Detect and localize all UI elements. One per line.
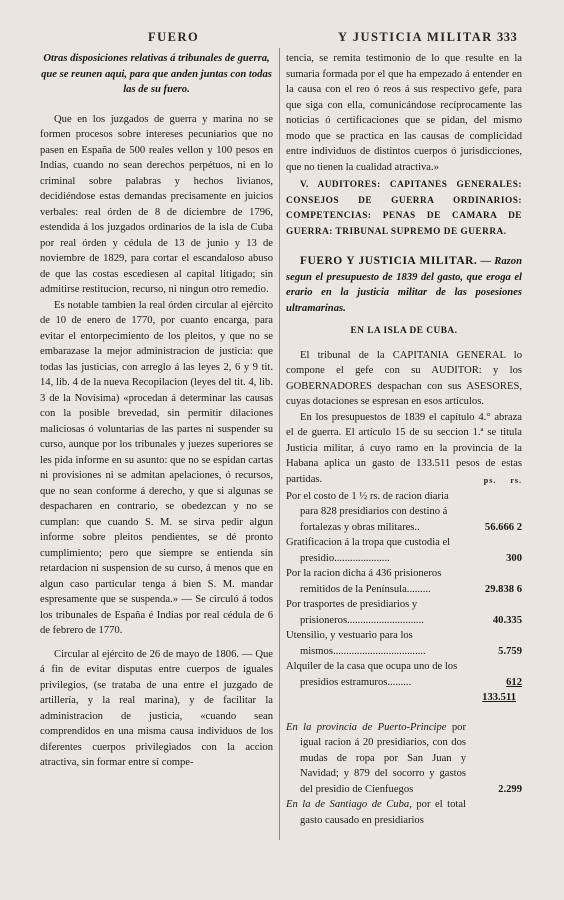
page-number: 333 bbox=[497, 30, 518, 44]
column-header-reales: rs. bbox=[510, 476, 522, 485]
paragraph: Es notable tambien la real órden circular al ejército de 10 de enero de 1770, por cuanto encarga, para evitar el entorpecimiento de los pleitos, y que no se embarazase la mejor administracion de justicia: que todas las justicias, con arreglo á las leyes 2, 6 y 9 tit. 14, lib. 4 de la nueva Recopilacion (leyes del tit. 4, lib. 3 de la Novísima) «procedan á determinar las causas con la posible brevedad, sin permitir dilaciones maliciosas ó voluntarias de las partes ni suspender su curso, aunque por los tribunales y juezes superiores se les pida informe en su asunto: que no se espidan cartas ni provisiones ni se admitan apelaciones, ó recursos, que no sean conforme á derecho, y que si algunas se despacharen en contrario, se obedezcan y no se cumplan: que cuando S. M. se sirva pedir algun informe sobre pleitos pendientes, se dé pronto cumplimiento; pero que siempre se entienda sin retardacion ni suspension de su curso, á menos que en algun caso particular tenga á bien S. M. mandar espresamente que se suspenda.» — Se circuló á todos los tribunales de España é Indias por real cédula de 6 de febrero de 1770. bbox=[40, 299, 273, 636]
right-column bbox=[286, 51, 522, 828]
table-row bbox=[286, 659, 522, 690]
subheading-title: FUERO Y JUSTICIA MILITAR. bbox=[300, 255, 478, 267]
tail-entry bbox=[286, 720, 522, 798]
island-heading: EN LA ISLA DE CUBA. bbox=[350, 326, 458, 336]
section-heading: V. AUDITORES: CAPITANES GENERALES: CONSEJOS DE GUERRA ORDINARIOS: COMPETENCIAS: PENAS DE CAMARA DE GUERRA: TRIBUNAL SUPREMO DE GUERRA. bbox=[286, 180, 522, 237]
row-description: Utensilio, y vestuario para los mismos................................... bbox=[286, 630, 426, 657]
paragraph: En los presupuestos de 1839 el capítulo 4.° abraza el de guerra. El artículo 15 de su seccion 1.ª se titula Justicia militar, á cuyo ramo en la provincia de la Habana aplica un gasto de 133.511 pesos de estas partidas. bbox=[286, 411, 522, 485]
column-divider bbox=[279, 48, 280, 840]
row-description: Por la racion dicha á 436 prisioneros remitidos de la Península......... bbox=[286, 568, 442, 595]
row-description: Gratificacion á la tropa que custodia el presidio..................... bbox=[286, 537, 451, 564]
row-value: 40.335 bbox=[492, 614, 522, 626]
tail-entry-description: por el total gasto causado en presidiarios bbox=[300, 799, 466, 826]
row-description: Alquiler de la casa que ocupa uno de los presidios estramuros......... bbox=[286, 661, 458, 688]
continued-paragraph: tencia, se remita testimonio de lo que resulte en la sumaria formada por el que ha empezado á entender en la causa con el reo ó reos á sus respectivo gefe, para que siga con ella, comunicándose recíprocamente las noticias ó certificaciones que se pidan, del mismo modo que se practica en las causas de complicidad entre individuos de distintos cuerpos ó jurisdicciones, que no tienen la cualidad atractiva.» bbox=[286, 53, 522, 173]
paragraph: El tribunal de la CAPITANIA GENERAL lo compone el gefe con su AUDITOR: y los GOBERNADORES despachan con sus ASESORES, cuyas dotaciones se espresan en esos artículos. bbox=[286, 349, 522, 407]
paragraph: Circular al ejército de 26 de mayo de 1806. — Que á fin de evitar disputas entre cuerpos de iguales privilegios, (se trataba de una entre el juzgado de artillería, y la real marina), y de facilitar la administracion de justicia, «cuando sean comprendidos en una misma causa individuos de los diferentes cuerpos privilegiados con la accion atractiva, sin formar entre sí compe- bbox=[40, 648, 273, 768]
subheading-description: — Razon segun el presupuesto de 1839 del gasto, que eroga el erario en la justicia militar de las posesiones ultramarinas. bbox=[286, 256, 522, 314]
row-value: 612 bbox=[506, 676, 522, 688]
column-header-pesos: ps. bbox=[483, 476, 497, 485]
row-value: 300 bbox=[506, 552, 522, 564]
tail-entry-text bbox=[286, 797, 466, 828]
section-heading: Otras disposiciones relativas á tribunales de guerra, que se reunen aqui, para que anden juntas con todas las de su fuero. bbox=[41, 53, 272, 95]
tail-entry-place: En la provincia de Puerto-Principe bbox=[286, 721, 447, 733]
subheading bbox=[286, 254, 522, 316]
tail-entry-place: En la de Santiago de Cuba, bbox=[286, 799, 412, 810]
row-description: Por el costo de 1 ½ rs. de racion diaria para 828 presidiarios con destino á fortalezas y obras militares.. bbox=[286, 490, 449, 533]
table-row bbox=[286, 489, 522, 536]
table-row bbox=[286, 566, 522, 597]
table-row bbox=[286, 628, 522, 659]
tail-entry bbox=[286, 797, 522, 828]
expense-table bbox=[286, 489, 522, 706]
running-header-left: FUERO bbox=[148, 30, 200, 44]
paragraph: Que en los juzgados de guerra y marina no se formen procesos sobre intereses pecuniarios que no pasen en España de 500 reales vellon y 100 pesos en Indias, cuando no sean derechos perpétuos, ni en lo criminal sobre palabras y hechos livianos, decidiéndose estas demandas precisamente en juicios verbales: real órden de 8 de diciembre de 1796, estendida á los juzgados ordinarios de la isla de Cuba por real órden y cédula de 13 de junio y 13 de noviembre de 1829, para cortar el escandaloso abuso de que las costas escediesen al capital litigado; sin admitirse restitucion, recurso, ni ningun otro remedio. bbox=[40, 113, 273, 295]
tail-entry-text bbox=[286, 720, 466, 798]
row-value: 29.838 6 bbox=[484, 583, 522, 595]
table-total: 133.511 bbox=[482, 692, 516, 703]
left-column bbox=[40, 51, 273, 771]
row-value: 5.759 bbox=[498, 645, 522, 657]
running-header-right: Y JUSTICIA MILITAR bbox=[338, 30, 493, 44]
table-row bbox=[286, 597, 522, 628]
row-description: Por trasportes de presidiarios y prisioneros............................. bbox=[286, 599, 424, 626]
table-row bbox=[286, 535, 522, 566]
tail-entry-description: por igual racion á 20 presidiarios, con dos mudas de ropa por San Juan y Navidad; y 879 del socorro y gastos del presidio de Cienfuegos bbox=[300, 721, 466, 795]
row-value: 56.666 2 bbox=[484, 521, 522, 533]
tail-entry-value: 2.299 bbox=[498, 783, 522, 795]
